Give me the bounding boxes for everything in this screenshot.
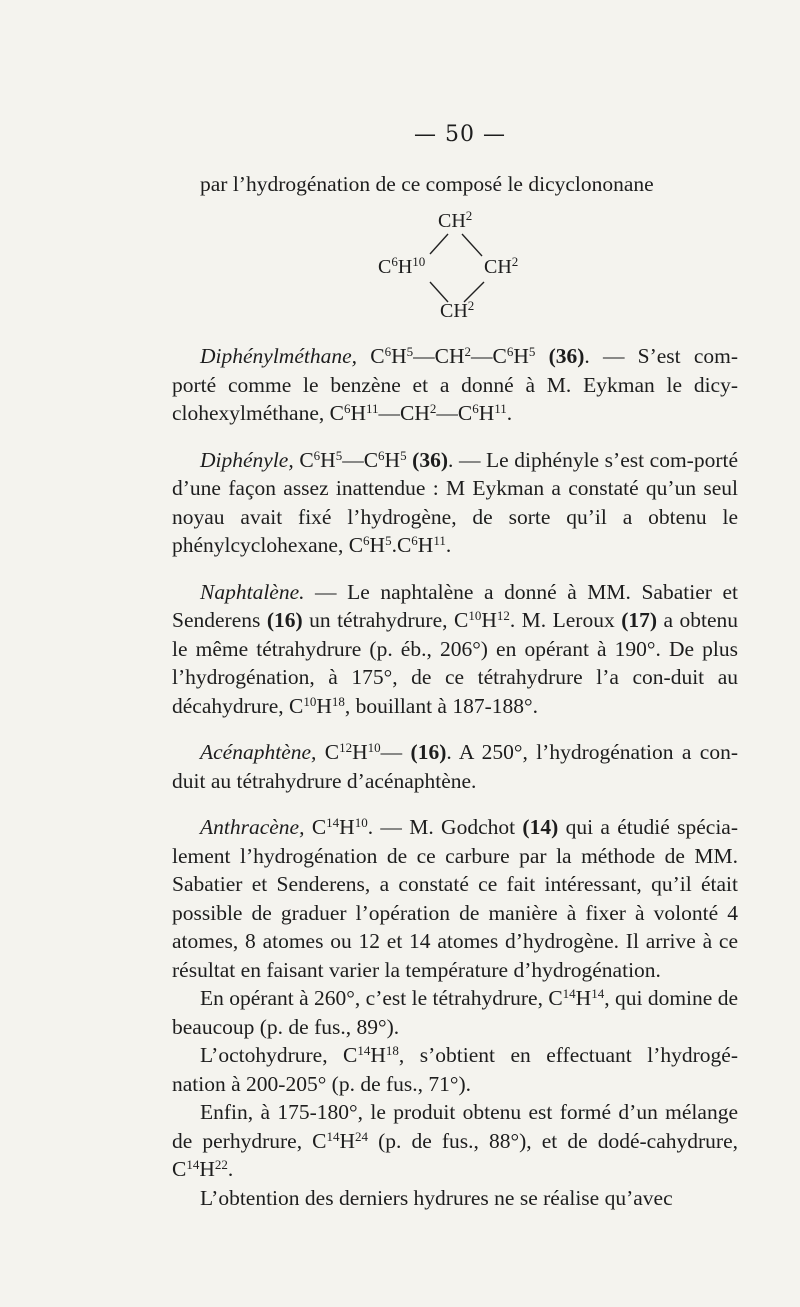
- paragraph-perhydrure: Enfin, à 175-180°, le produit obtenu est formé d’un mélange de perhydrure, $C^{14}H^{24}$ (p. de fus., 88°), et de dodé-cahydrure, $C^{14}H^{22}$.: [172, 1100, 738, 1181]
- body-text: [172, 342, 738, 1212]
- paragraph-diphenylmethane: Diphénylméthane, $C^6H^5—CH^2—C^6H^5$ (36). — S’est com-porté comme le benzène et a donné à M. Eykman le dicy-clohexylméthane, $C^6H^{11}—CH^2—C^6H^{11}$.: [172, 344, 739, 425]
- paragraph-obtention: L’obtention des derniers hydrures ne se réalise qu’avec: [200, 1185, 673, 1210]
- paragraph-anthracene: Anthracène, $C^{14}H^{10}$. — M. Godchot (14) qui a étudié spécia-lement l’hydrogénation de ce carbure par la méthode de MM. Sabatier et Senderens, a constaté ce fait intéressant, qu’il était possible de graduer l’opération de manière à fixer à volonté 4 atomes, 8 atomes ou 12 et 14 atomes d’hydrogène. Il arrive à ce résultat en faisant varier la température d’hydrogénation.: [172, 815, 738, 982]
- paragraph-octohydrure: L’octohydrure, $C^{14}H^{18}$, s’obtient en effectuant l’hydrogé-nation à 200-205° (p. de fus., 71°).: [172, 1043, 738, 1096]
- dicyclononane-structure: [360, 210, 560, 330]
- formula-top: $CH^2$: [438, 208, 473, 232]
- reference: (14): [522, 815, 559, 839]
- paragraph-acenaphtene: Acénaphtène, $C^{12}H^{10}—$ (16). A 250°, l’hydrogénation a con-duit au tétrahydrure d’acénaphtène.: [172, 740, 739, 793]
- formula-left: $C^6H^{10}$: [378, 254, 426, 278]
- paragraph-naphtalene: Naphtalène. — Le naphtalène a donné à MM. Sabatier et Senderens (16) un tétrahydrure, $C^{10}H^{12}$. M. Leroux (17) a obtenu le même tétrahydrure (p. éb., 206°) en opérant à 190°. De plus l’hydrogénation, à 175°, de ce tétrahydrure l’a con-duit au décahydrure, $C^{10}H^{18}$, bouillant à 187-188°.: [172, 579, 738, 718]
- formula-right: $CH^2$: [484, 254, 519, 278]
- intro-text: par l’hydrogénation de ce composé le dicyclononane: [200, 172, 654, 196]
- paragraph-diphenyle: Diphényle, $C^6H^5—C^6H^5$ (36). — Le diphényle s’est com-porté d’une façon assez inattendue : M Eykman a constaté qu’un seul noyau avait fixé l’hydrogène, de sorte qu’il a obtenu le phénylcyclohexane, $C^6H^5.C^6H^{11}$.: [172, 447, 739, 557]
- intro-line: [172, 170, 738, 199]
- paragraph-tetrahydrure: En opérant à 260°, c’est le tétrahydrure, $C^{14}H^{14}$, qui domine de beaucoup (p. de fus., 89°).: [172, 986, 738, 1039]
- reference: (17): [621, 608, 658, 632]
- page-number: — 50 —: [414, 122, 506, 147]
- reference: (36): [548, 344, 585, 368]
- formula-bottom: $CH^2$: [440, 298, 475, 322]
- reference: (16): [410, 740, 447, 764]
- reference: (16): [266, 608, 303, 632]
- reference: (36): [412, 447, 448, 472]
